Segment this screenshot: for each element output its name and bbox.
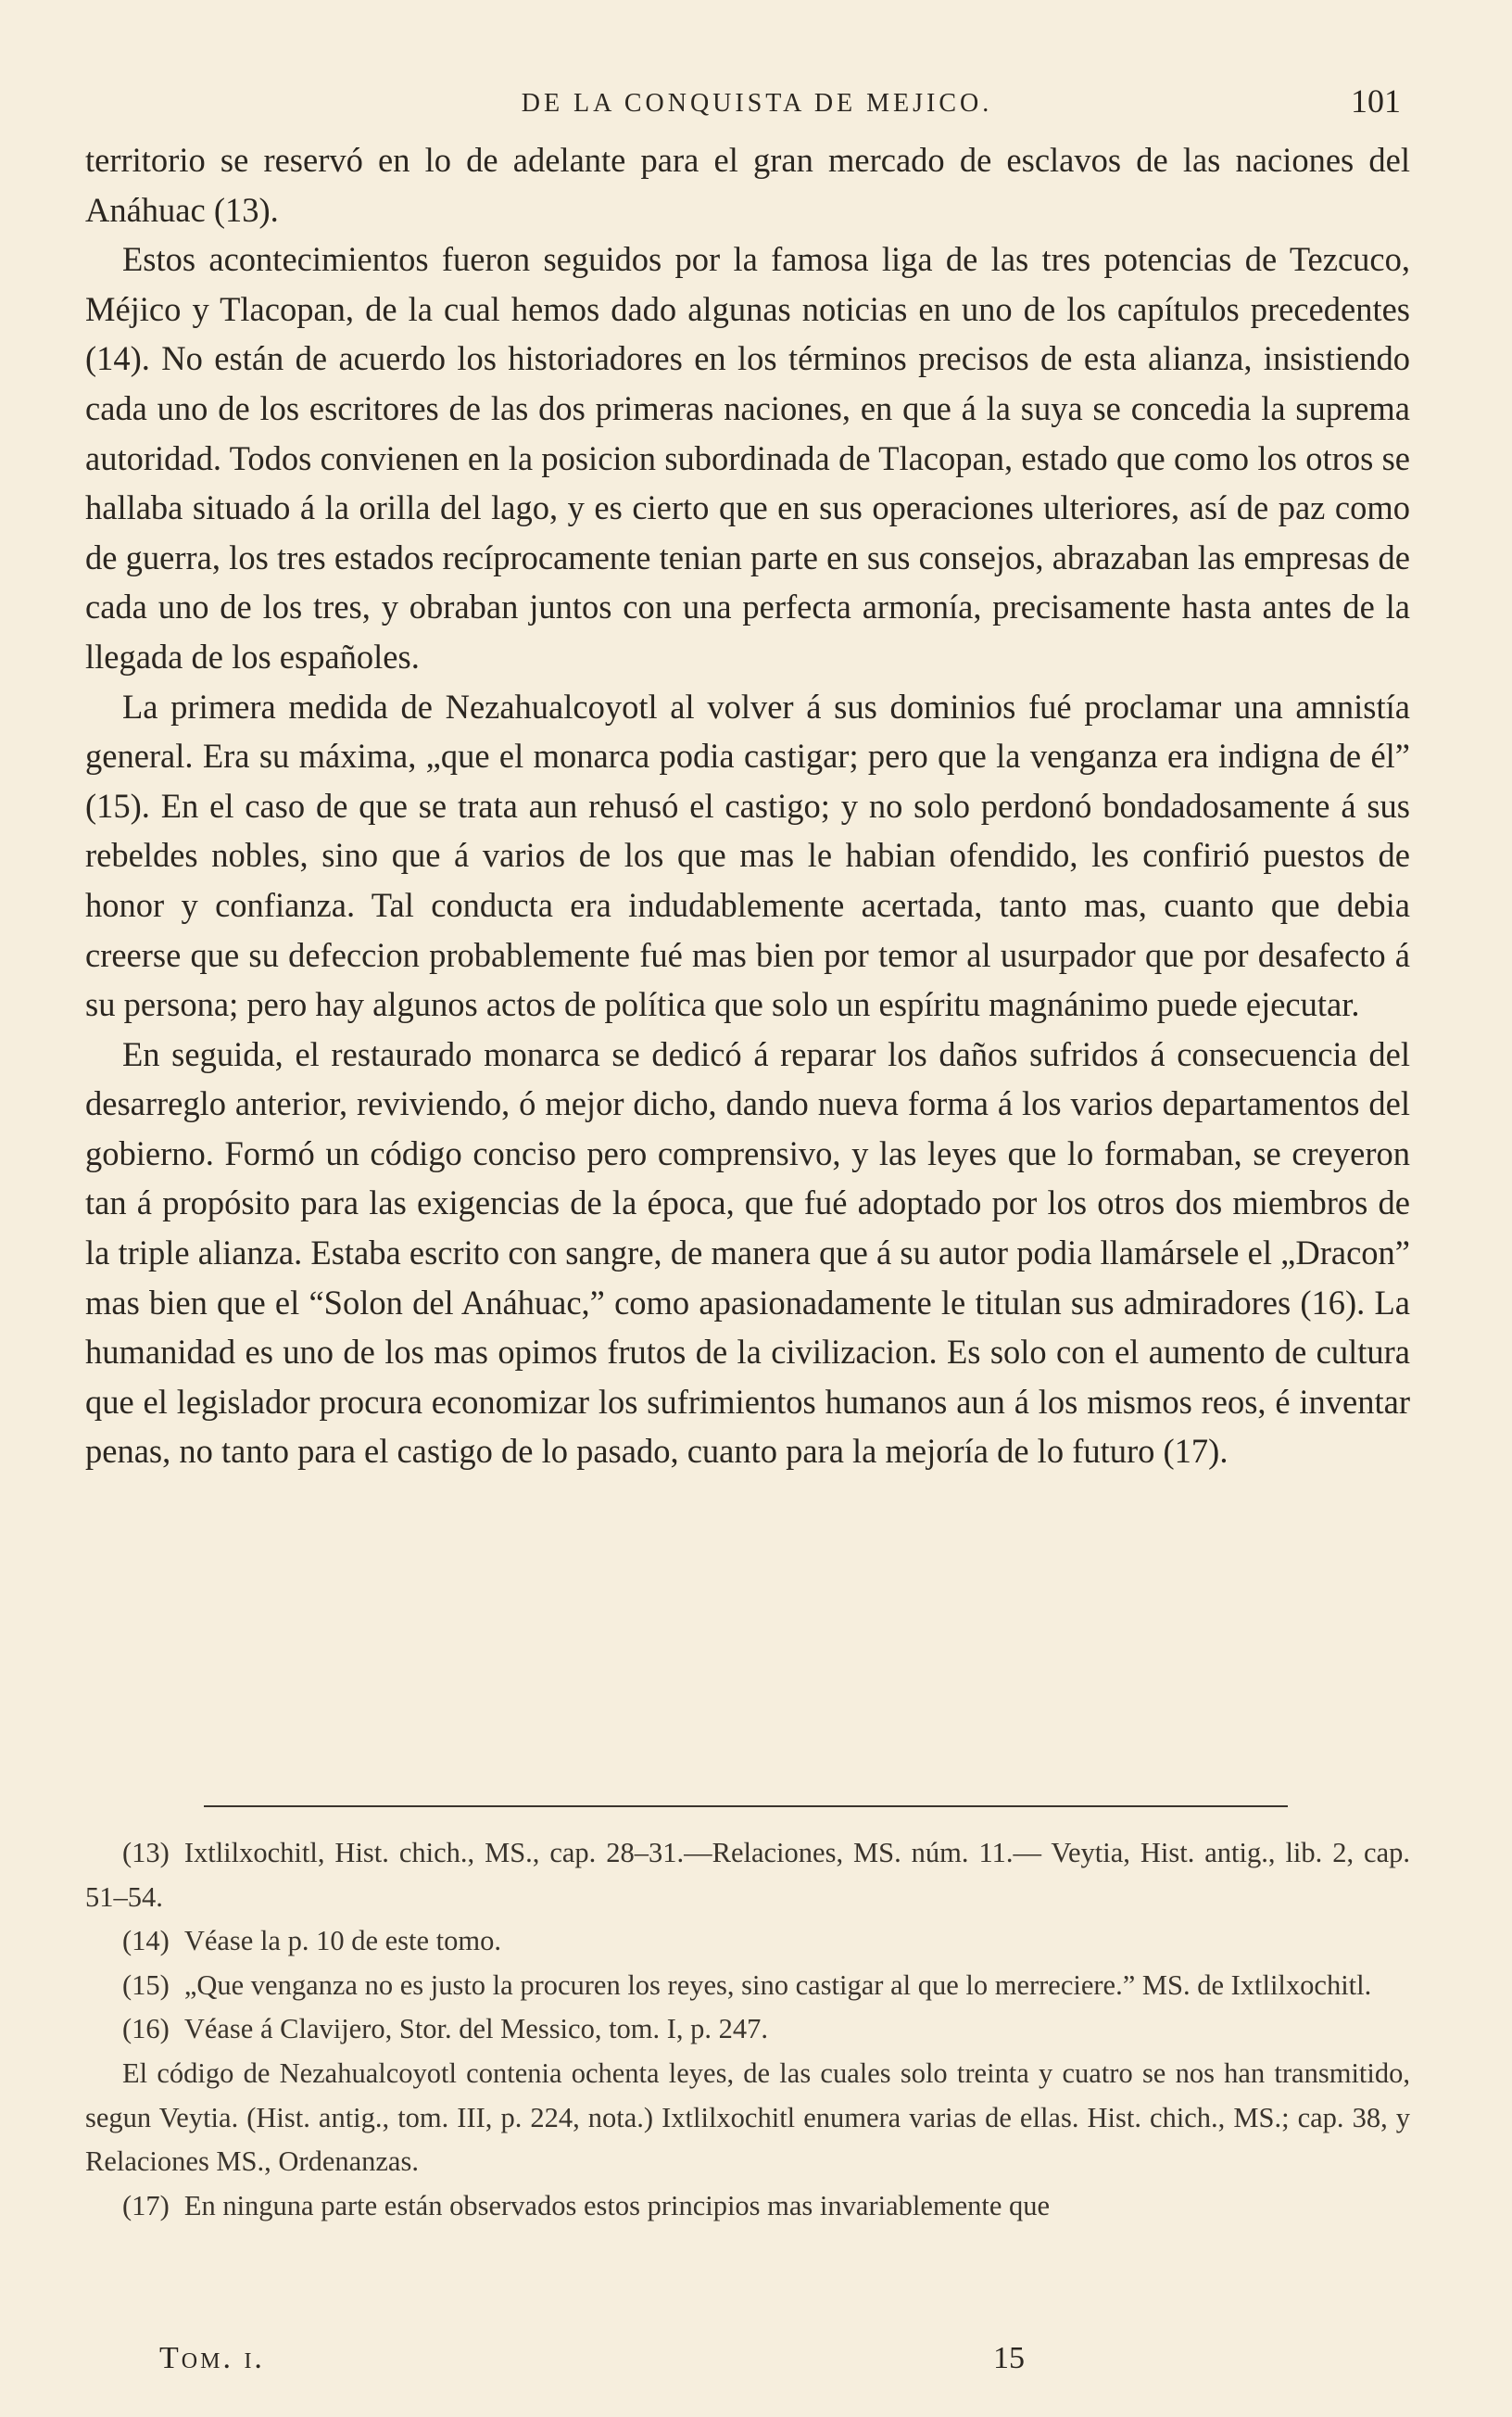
footnote-text: Ixtlilxochitl, Hist. chich., MS., cap. 28–31.—Relaciones, MS. núm. 11.— Veytia, Hist. antig., lib. 2, cap. 51–54.: [85, 1837, 1410, 1913]
footnote-number: (14): [122, 1925, 170, 1957]
footnote-text: „Que venganza no es justo la procuren los reyes, sino castigar al que lo merreciere.” MS. de Ixtlilxochitl.: [183, 1968, 1372, 2001]
footnote-text: El código de Nezahualcoyotl contenia ochenta leyes, de las cuales solo treinta y cuatro se nos han transmitido, segun Veytia. (Hist. antig., tom. III, p. 224, nota.) Ixtlilxochitl enumera varias de ellas. Hist. chich., MS.; cap. 38, y Relaciones MS., Ordenanzas.: [85, 2056, 1410, 2178]
footnote-13: [85, 1831, 1410, 1919]
footnotes: [85, 1831, 1410, 2228]
footnote-text: Véase á Clavijero, Stor. del Messico, tom. I, p. 247.: [183, 2013, 769, 2045]
footnote-14: [85, 1919, 1410, 1964]
body-text: [85, 135, 1410, 1476]
signature-mark: Tom. i.: [159, 2341, 265, 2375]
paragraph-1: territorio se reservó en lo de adelante para el gran mercado de esclavos de las naciones del Anáhuac (13).: [85, 141, 1410, 229]
footnote-text: Véase la p. 10 de este tomo.: [183, 1925, 501, 1957]
paragraph-3: La primera medida de Nezahualcoyotl al volver á sus dominios fué proclamar una amnistía general. Era su máxima, „que el monarca podia castigar; pero que la venganza era indigna de él” (15). En el caso de que se trata aun rehusó el castigo; y no solo perdonó bondadosamente á sus rebeldes nobles, sino que á varios de los que mas le habian ofendido, les confirió puestos de honor y confianza. Tal conducta era indudablemente acertada, tanto mas, cuanto que debia creerse que su defeccion probablemente fué mas bien por temor al usurpador que por desafecto á su persona; pero hay algunos actos de política que solo un espíritu magnánimo puede ejecutar.: [85, 687, 1410, 1024]
footnote-16: [85, 2007, 1410, 2052]
footnote-number: (17): [122, 2189, 170, 2221]
footnote-divider: [204, 1805, 1288, 1807]
footnote-16-continued: [85, 2052, 1410, 2184]
paragraph-2: Estos acontecimientos fueron seguidos por la famosa liga de las tres potencias de Tezcuco, Méjico y Tlacopan, de la cual hemos dado algunas noticias en uno de los capítulos precedentes (14). No están de acuerdo los historiadores en los términos precisos de esta alianza, insistiendo cada uno de los escritores de las dos primeras naciones, en que á la suya se concedia la suprema autoridad. Todos convienen en la posicion subordinada de Tlacopan, estado que como los otros se hallaba situado á la orilla del lago, y es cierto que en sus operaciones ulteriores, así de paz como de guerra, los tres estados recíprocamente tenian parte en sus consejos, abrazaban las empresas de cada uno de los tres, y obraban juntos con una perfecta armonía, precisamente hasta antes de la llegada de los españoles.: [85, 240, 1410, 676]
footnote-number: (15): [122, 1968, 170, 2001]
paragraph-4: En seguida, el restaurado monarca se dedicó á reparar los daños sufridos á consecuencia del desarreglo anterior, reviviendo, ó mejor dicho, dando nueva forma á los varios departamentos del gobierno. Formó un código conciso pero comprensivo, y las leyes que lo formaban, se creyeron tan á propósito para las exigencias de la época, que fué adoptado por los otros dos miembros de la triple alianza. Estaba escrito con sangre, de manera que á su autor podia llamársele el „Dracon” mas bien que el “Solon del Anáhuac,” como apasionadamente le titulan sus admiradores (16). La humanidad es uno de los mas opimos frutos de la civilizacion. Es solo con el aumento de cultura que el legislador procura economizar los sufrimientos humanos aun á los mismos reos, é inventar penas, no tanto para el castigo de lo pasado, cuanto para la mejoría de lo futuro (17).: [85, 1034, 1410, 1471]
page-footer: [85, 2341, 1410, 2387]
signature-number: 15: [993, 2341, 1025, 2375]
footnote-17: [85, 2184, 1410, 2229]
footnote-15: [85, 1964, 1410, 2008]
footnote-number: (13): [122, 1837, 170, 1868]
page-header: [85, 76, 1410, 132]
footnote-number: (16): [122, 2013, 170, 2045]
footnote-text: En ninguna parte están observados estos principios mas invariablemente que: [183, 2189, 1051, 2221]
running-head: DE LA CONQUISTA DE MEJICO.: [521, 89, 993, 118]
page-number: 101: [1351, 82, 1401, 120]
